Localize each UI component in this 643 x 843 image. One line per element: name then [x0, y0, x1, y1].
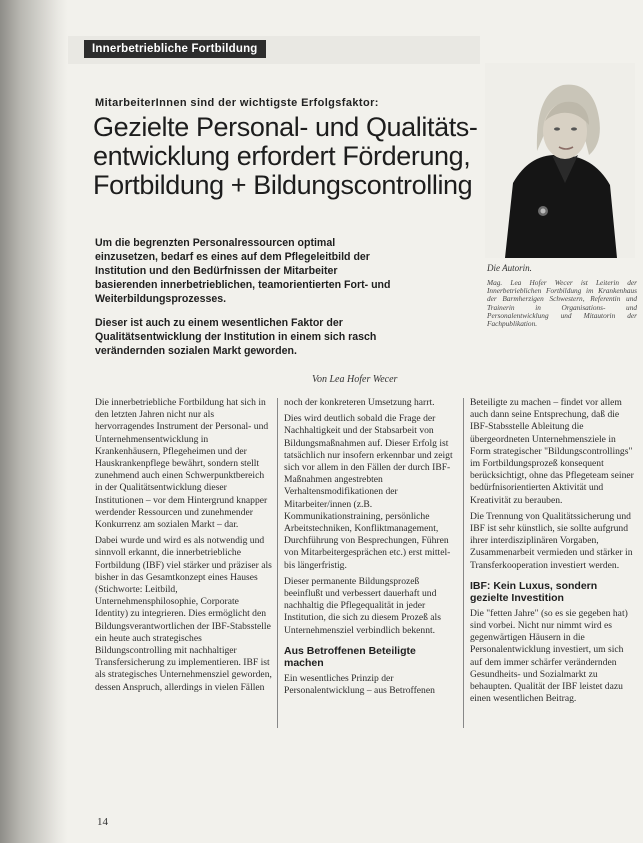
lead-paragraphs: [95, 236, 395, 368]
section-label: Innerbetriebliche Fortbildung: [84, 40, 266, 58]
page-number: 14: [97, 816, 108, 828]
col1-paragraph-1: Die innerbetriebliche Fortbildung hat sich in den letzten Jahren nicht nur als hervorragendes Instrument der Personal- und Unternehmensentwicklung in Krankenhäusern, Pflegeheimen und der Hauskrankenpflege bewährt, sondern stellt zunehmend auch einen Schwerpunktbereich in der Qualitätsentwicklung dieser Institutionen – vor dem Hintergrund knapper werdender Ressourcen und zunehmender Konkurrenz am sozialen Markt – dar.: [95, 397, 269, 531]
col2-paragraph-4: Ein wesentliches Prinzip der Personalentwicklung – aus Betroffenen: [284, 672, 435, 697]
col3-paragraph-2: Die Trennung von Qualitätssicherung und IBF ist sehr künstlich, sie sollte aufgrund ihrer interdisziplinären Vorgaben, Zusammenarbeit vermieden und stärker in Transferkooperation investiert werden.: [470, 510, 633, 571]
col2-paragraph-1: noch der konkreteren Umsetzung harrt.: [284, 397, 435, 408]
lead-paragraph-1: Um die begrenzten Personalressourcen optimal einzusetzen, bedarf es eines auf dem Pflegeleitbild der Institution und den Bedürfnissen der Mitarbeiter basierenden innerbetrieblichen, teamorientierten Fort- und Weiterbildungsprozesses.: [95, 237, 391, 305]
headline-line-3: Fortbildung + Bildungscontrolling: [93, 170, 473, 200]
kicker-text: MitarbeiterInnen sind der wichtigste Erfolgsfaktor:: [95, 97, 379, 109]
col2-paragraph-2: Dies wird deutlich sobald die Frage der Nachhaltigkeit und der Stabsarbeit von Bildungsmaßnahmen auf. Dieser Erfolg ist tatsächlich nur insofern erkennbar und zeigt sich vor allem in den Fällen der durch IBF-Maßnahmen angestrebten Verhaltensmodifikationen der Mitarbeiter/innen (z.B. Kommunikationstraining, persönliche Arbeitstechniken, Konfliktmanagement, Durchführung von Besprechungen, Führen von Mitarbeitergesprächen etc.) erst mittel- bis längerfristig.: [284, 413, 453, 571]
text-column-3: [470, 397, 635, 709]
headline-line-2: entwicklung erfordert Förderung,: [93, 141, 471, 171]
col2-subheading: Aus Betroffenen Beteiligte machen: [284, 644, 416, 670]
col3-paragraph-1: Beteiligte zu machen – findet vor allem auch dann seine Entsprechung, daß die IBF-Stabsstelle Ableitung die übergeordneten Unternehmensziele in Form strategischer "Bildungscontrollings" im Fortbildungsprozeß konsequent berücksichtigt, ohne das Pflegeteam seiner bedürfnisorientierten Aktivität und Kreativität zu berauben.: [470, 397, 634, 506]
col3-paragraph-3: Die "fetten Jahre" (so es sie gegeben hat) sind vorbei. Nicht nur nimmt wird es gegenwärtigen Häusern in die Personalentwicklung investiert, um sich auf dem immer schärfer verändernden Gesundheits- und Sozialmarkt zu behaupten. Qualität der IBF leistet dazu einen wesentlichen Beitrag.: [470, 607, 628, 705]
col1-paragraph-2: Dabei wurde und wird es als notwendig und sinnvoll erkannt, die innerbetriebliche Fortbildung (IBF) viel stärker und präziser als bisher in das Gesamtkonzept eines Hauses (Stichworte: Leitbild, Unternehmensphilosophie, Corporate Identity) zu integrieren. Dies ermöglicht den Bildungsverantwortlichen der IBF-Stabsstelle ein heute auch strategisches Bildungscontrolling mit nachhaltiger Transfersicherung zu implementieren. IBF ist als strategisches Unternehmensziel geworden, dessen Anspruch, allerdings in vielen Fällen: [95, 535, 272, 693]
column-divider: [463, 398, 464, 728]
text-column-2: [284, 397, 458, 701]
text-column-1: [95, 397, 273, 698]
lead-paragraph-2: Dieser ist auch zu einem wesentlichen Faktor der Qualitätsentwicklung der Institution in einem sich rasch verändernden sozialen Markt geworden.: [95, 317, 377, 357]
author-portrait-illustration: [485, 63, 635, 258]
page-fold-shadow: [0, 0, 68, 843]
headline: [93, 113, 493, 200]
col2-paragraph-3: Dieser permanente Bildungsprozeß beeinflußt und verbessert dauerhaft und nachhaltig die Pflegequalität in jeder Institution, die sich zu diesem Prozeß als Unternehmensziel verbindlich bekennt.: [284, 575, 441, 636]
author-photo: [485, 63, 635, 258]
col3-subheading: IBF: Kein Luxus, sondern gezielte Investition: [470, 579, 598, 605]
headline-line-1: Gezielte Personal- und Qualitäts-: [93, 112, 478, 142]
photo-caption-title: Die Autorin.: [487, 263, 532, 273]
photo-caption-text: Mag. Lea Hofer Wecer ist Leiterin der Innerbetrieblichen Fortbildung im Krankenhaus der Barmherzigen Schwestern, Referentin und Trainerin in Organisations- und Personalentwicklung und Mitautorin der Fachpublikation.: [487, 278, 637, 329]
column-divider: [277, 398, 278, 728]
byline: Von Lea Hofer Wecer: [312, 374, 398, 385]
